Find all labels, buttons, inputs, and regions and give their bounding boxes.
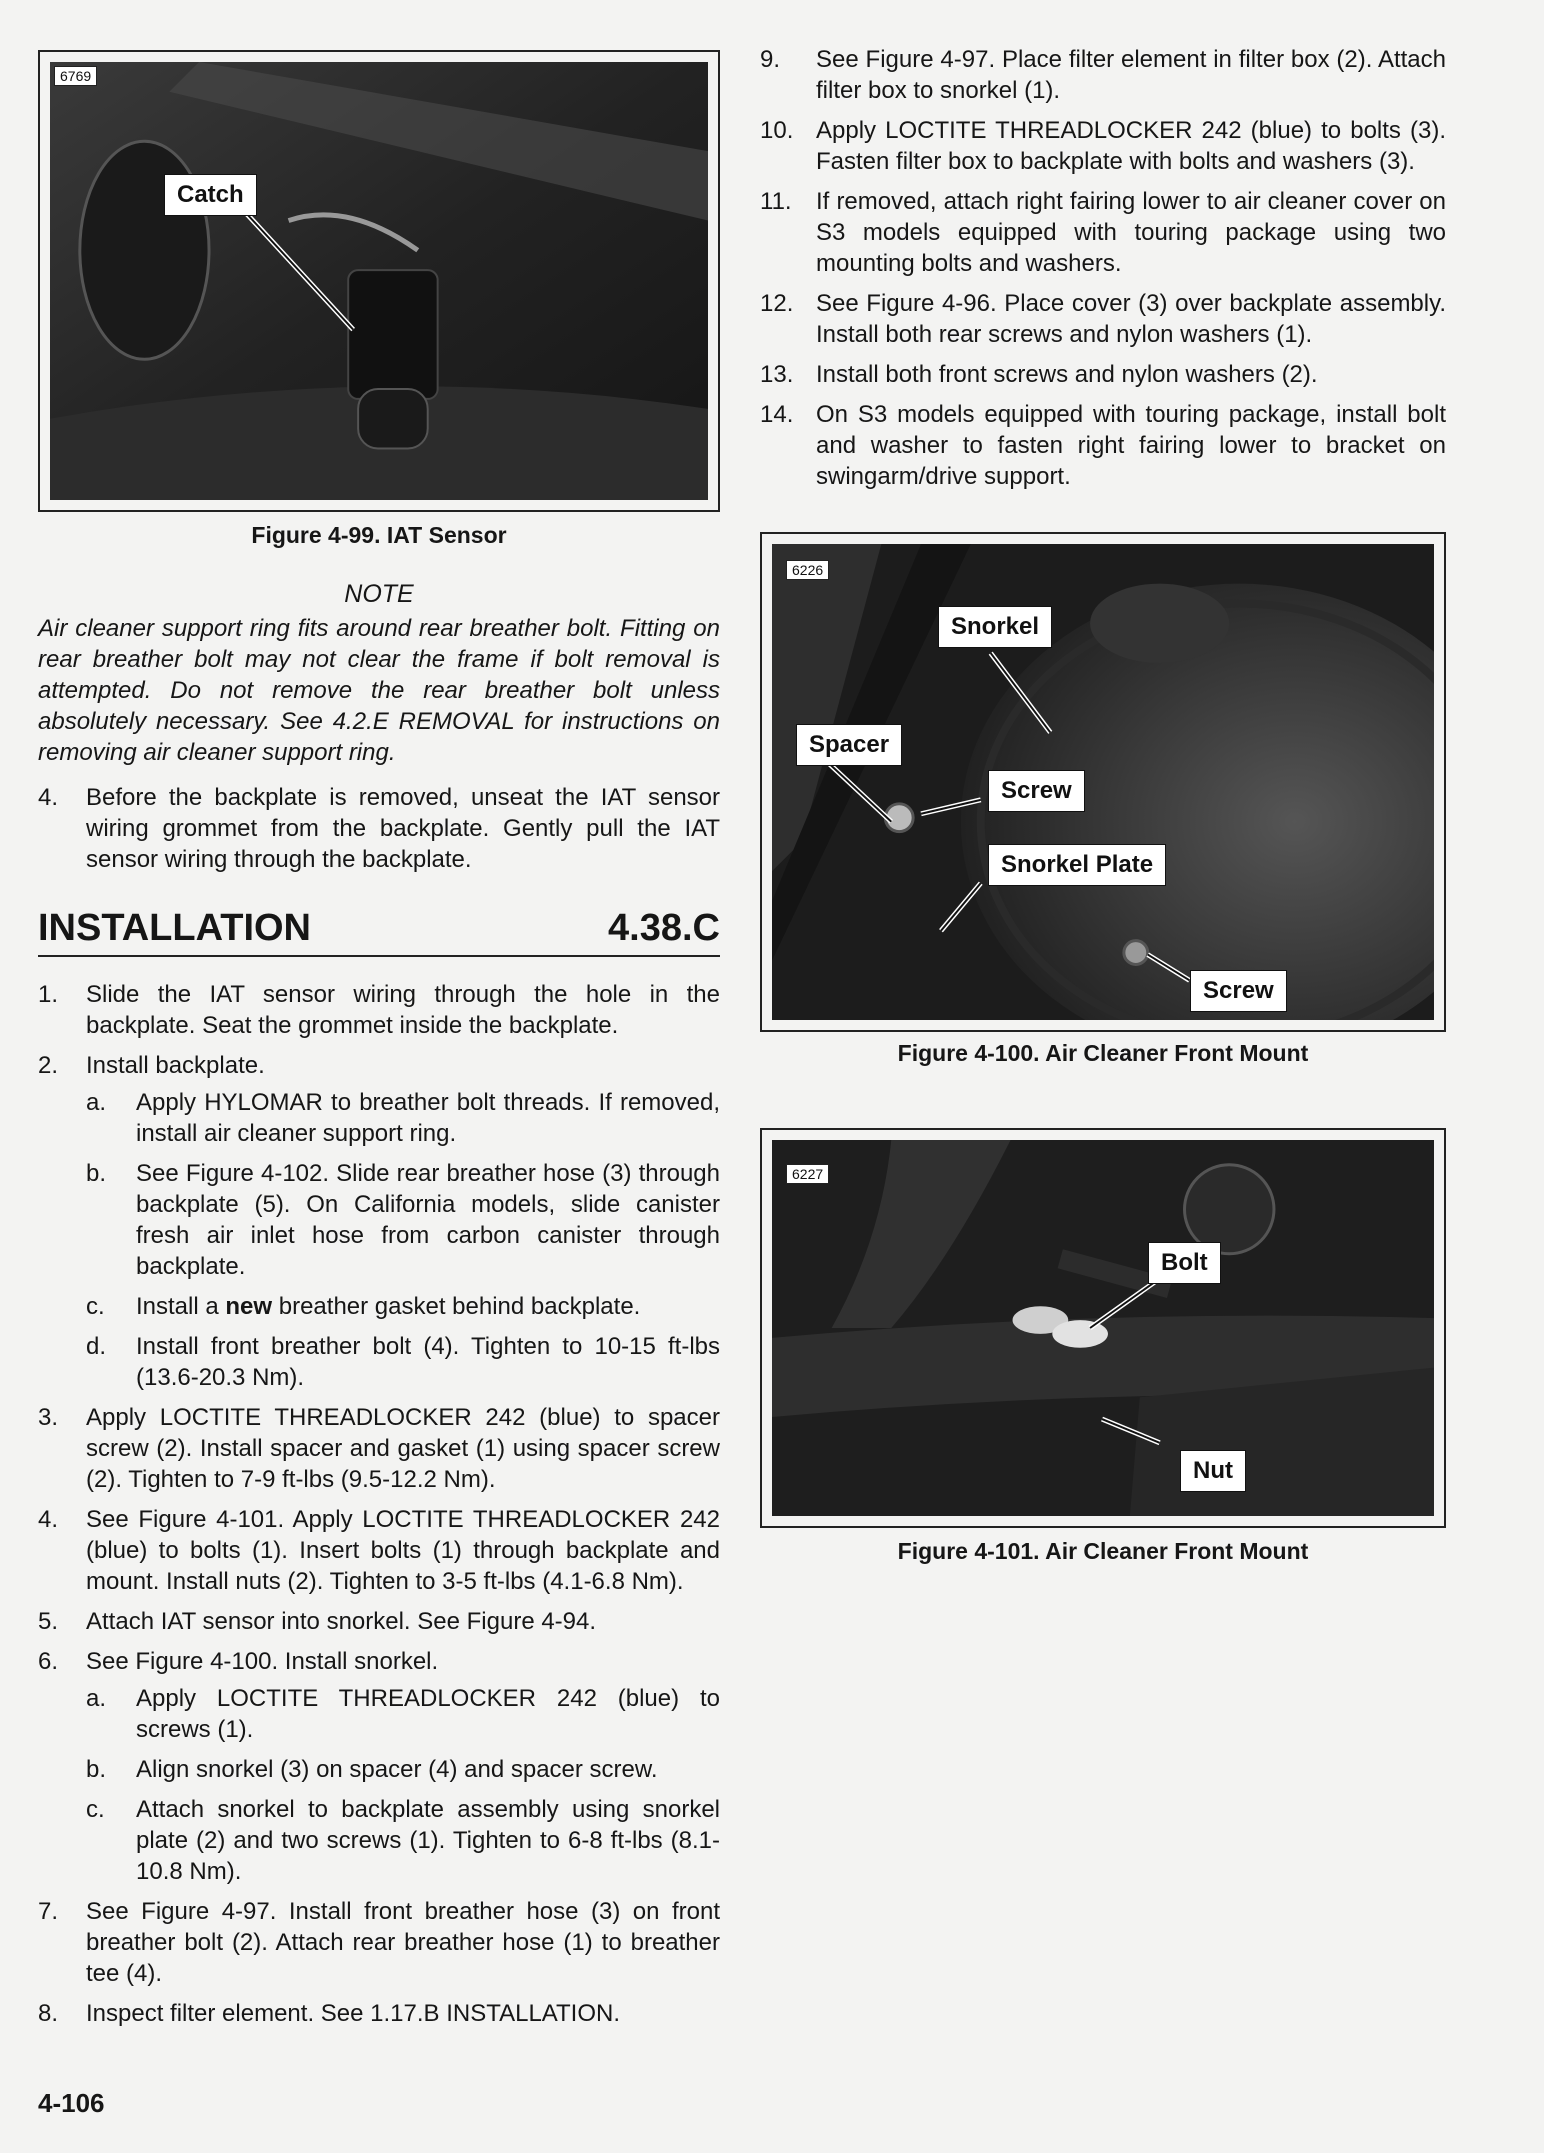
- page-number: 4-106: [38, 2088, 105, 2118]
- installation-steps-left: [38, 979, 720, 2029]
- step-2-substeps: [86, 1087, 720, 1393]
- callout-snorkel-plate: Snorkel Plate: [988, 844, 1166, 886]
- step-2: 2. Install backplate. a. Apply HYLOMAR to breather bolt threads. If removed, install air cleaner support ring. b. See Figure 4-102. Slide rear breather hose (3) through backplate (5). On California models, slide canister fresh air inlet hose from carbon canister through backplate. c. Install a new breather gasket behind backplate. d. Install front breather bolt (4). Tighten to 10-15 ft-lbs (13.6-20.3 Nm).: [38, 1052, 720, 1391]
- figure-number: 6226: [786, 560, 829, 580]
- step-9: 9. See Figure 4-97. Place filter element in filter box (2). Attach filter box to snorkel (1).: [760, 46, 1446, 104]
- callout-spacer: Spacer: [796, 724, 902, 766]
- step-3: 3. Apply LOCTITE THREADLOCKER 242 (blue) to spacer screw (2). Install spacer and gasket (1) using spacer screw (2). Tighten to 7-9 ft-lbs (9.5-12.2 Nm).: [38, 1404, 720, 1493]
- step-13: 13. Install both front screws and nylon washers (2).: [760, 361, 1318, 388]
- figure-4-99-caption: Figure 4-99. IAT Sensor: [251, 522, 507, 548]
- step-14: 14. On S3 models equipped with touring package, install bolt and washer to fasten right fairing lower to bracket on swingarm/drive support.: [760, 401, 1446, 490]
- callout-screw-lower: Screw: [1190, 970, 1287, 1012]
- step-2a: a. Apply HYLOMAR to breather bolt threads. If removed, install air cleaner support ring.: [86, 1089, 720, 1147]
- step-7: 7. See Figure 4-97. Install front breather hose (3) on front breather bolt (2). Attach rear breather hose (1) to breather tee (4).: [38, 1898, 720, 1987]
- figure-4-101: [760, 1128, 1446, 1528]
- step-6c: c. Attach snorkel to backplate assembly using snorkel plate (2) and two screws (1). Tighten to 6-8 ft-lbs (8.1-10.8 Nm).: [86, 1796, 720, 1885]
- step-6a: a. Apply LOCTITE THREADLOCKER 242 (blue) to screws (1).: [86, 1685, 720, 1743]
- figure-number: 6227: [786, 1164, 829, 1184]
- figure-4-99: [38, 50, 720, 512]
- figure-4-100-caption: Figure 4-100. Air Cleaner Front Mount: [897, 1040, 1309, 1066]
- air-cleaner-front-mount-photo: [772, 544, 1434, 1020]
- note-body: Air cleaner support ring fits around rear breather bolt. Fitting on rear breather bolt may not clear the frame if bolt removal is attempted. Do not remove the rear breather bolt unless absolutely necessary. See 4.2.E REMOVAL for instructions on removing air cleaner support ring.: [38, 615, 720, 766]
- figure-4-101-caption: Figure 4-101. Air Cleaner Front Mount: [897, 1538, 1309, 1564]
- step-12: 12. See Figure 4-96. Place cover (3) over backplate assembly. Install both rear screws and nylon washers (1).: [760, 290, 1446, 348]
- iat-sensor-photo: [50, 62, 708, 500]
- right-column-text: [760, 44, 1446, 501]
- section-heading: [38, 909, 720, 957]
- removal-steps: [38, 782, 720, 875]
- section-number: 4.38.C: [608, 907, 720, 949]
- step-2c: c. Install a new breather gasket behind backplate.: [86, 1293, 641, 1320]
- step-2d: d. Install front breather bolt (4). Tighten to 10-15 ft-lbs (13.6-20.3 Nm).: [86, 1333, 720, 1391]
- step-6-substeps: [86, 1683, 720, 1887]
- step-8: 8. Inspect filter element. See 1.17.B INSTALLATION.: [38, 2000, 621, 2027]
- installation-steps-right: [760, 44, 1446, 492]
- step-6b: b. Align snorkel (3) on spacer (4) and spacer screw.: [86, 1756, 658, 1783]
- callout-bolt: Bolt: [1148, 1242, 1221, 1284]
- section-title: INSTALLATION: [38, 907, 311, 949]
- callout-screw-upper: Screw: [988, 770, 1085, 812]
- step-5: 5. Attach IAT sensor into snorkel. See Figure 4-94.: [38, 1608, 597, 1635]
- callout-nut: Nut: [1180, 1450, 1246, 1492]
- removal-step-4: 4. Before the backplate is removed, unseat the IAT sensor wiring grommet from the backplate. Gently pull the IAT sensor wiring through the backplate.: [38, 784, 720, 873]
- step-10: 10. Apply LOCTITE THREADLOCKER 242 (blue) to bolts (3). Fasten filter box to backplate with bolts and washers (3).: [760, 117, 1446, 175]
- air-cleaner-bolt-nut-photo: [772, 1140, 1434, 1516]
- step-6: 6. See Figure 4-100. Install snorkel. a. Apply LOCTITE THREADLOCKER 242 (blue) to screws (1). b. Align snorkel (3) on spacer (4) and spacer screw. c. Attach snorkel to backplate assembly using snorkel plate (2) and two screws (1). Tighten to 6-8 ft-lbs (8.1-10.8 Nm).: [38, 1648, 720, 1885]
- callout-catch: Catch: [164, 174, 257, 216]
- note-title: NOTE: [344, 580, 414, 608]
- step-4: 4. See Figure 4-101. Apply LOCTITE THREADLOCKER 242 (blue) to bolts (1). Insert bolts (1) through backplate and mount. Install nuts (2). Tighten to 3-5 ft-lbs (4.1-6.8 Nm).: [38, 1506, 720, 1595]
- callout-snorkel: Snorkel: [938, 606, 1052, 648]
- left-column-text: [38, 580, 720, 2038]
- figure-number: 6769: [54, 66, 97, 86]
- step-11: 11. If removed, attach right fairing lower to air cleaner cover on S3 models equipped with touring package using two mounting bolts and washers.: [760, 188, 1446, 277]
- step-2b: b. See Figure 4-102. Slide rear breather hose (3) through backplate (5). On California models, slide canister fresh air inlet hose from carbon canister through backplate.: [86, 1160, 720, 1280]
- figure-4-100: [760, 532, 1446, 1032]
- step-1: 1. Slide the IAT sensor wiring through the hole in the backplate. Seat the grommet inside the backplate.: [38, 981, 720, 1039]
